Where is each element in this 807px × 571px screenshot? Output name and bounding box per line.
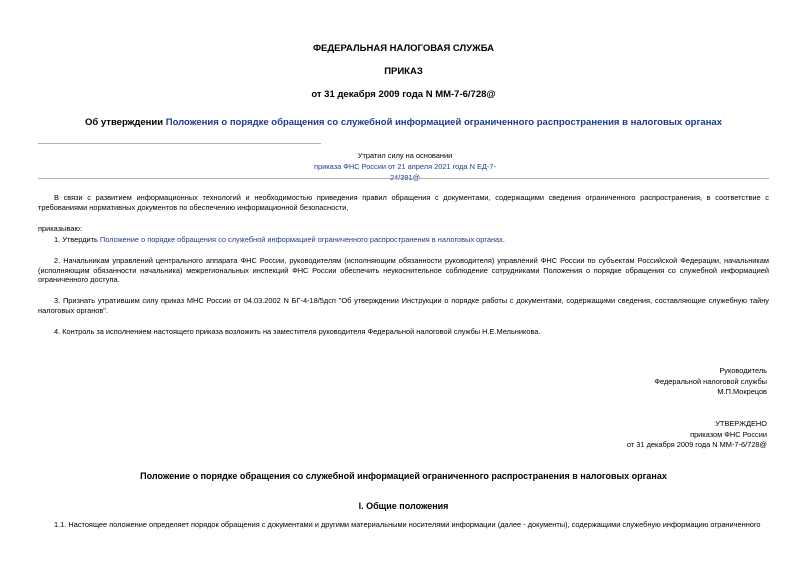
item-1-link[interactable]: Положение о порядке обращения со служебной информацией ограниченного распространения в налоговых органах (99, 235, 503, 244)
signature-title: Руководитель (719, 366, 767, 375)
repeal-note-link[interactable]: приказа ФНС России от 21 апреля 2021 года N ЕД-7-24/391@ (314, 162, 496, 182)
separator-full (38, 178, 769, 179)
approval-date-number: от 31 декабря 2009 года N ММ-7-6/728@ (626, 440, 767, 449)
item-3: 3. Признать утратившим силу приказ МНС России от 04.03.2002 N БГ-4-18/5дсп "Об утверждении Инструкции о порядке работы с документами, содержащими сведения, составляющие служебную тайну налоговых органов". (38, 296, 769, 315)
order-word: приказываю: (38, 224, 82, 233)
item-2: 2. Начальникам управлений центрального аппарата ФНС России, руководителям (исполняющим обязанности руководителя) управлений ФНС России по субъектам Российской Федерации, начальникам (исполняющим обязанности начальника) межрегиональных инспекций ФНС России обеспечить неукоснительное соблюдение сотрудниками Положения о порядке обращения со служебной информацией ограниченного доступа. (38, 256, 769, 285)
order-date-number: от 31 декабря 2009 года N ММ-7-6/728@ (311, 89, 496, 100)
item-1-prefix: 1. Утвердить (54, 235, 100, 244)
signature-name: М.П.Мокрецов (717, 387, 767, 396)
item-1 (38, 235, 769, 245)
separator-short (38, 143, 321, 144)
signature-block (654, 366, 767, 398)
order-title-link[interactable]: Положения о порядке обращения со служебной информацией ограниченного распространения в налоговых органах (165, 117, 722, 128)
approval-label: УТВЕРЖДЕНО (715, 419, 767, 428)
order-title (0, 117, 807, 128)
item-1-suffix: . (502, 235, 505, 244)
approval-block (627, 419, 767, 451)
intro-paragraph: В связи с развитием информационных технологий и необходимостью приведения правил обращения с документами, содержащими сведения ограниченного распространения, в соответствие с требованиями нормативных документов по обеспечению информационной безопасности, (38, 193, 769, 212)
section-heading: I. Общие положения (358, 501, 449, 511)
appendix-title: Положение о порядке обращения со служебной информацией ограниченного распространения в налоговых органах (140, 471, 667, 481)
order-title-prefix: Об утверждении (85, 117, 166, 128)
doc-type: ПРИКАЗ (384, 66, 423, 77)
approval-by: приказом ФНС России (690, 429, 767, 439)
paragraph-1-1: 1.1. Настоящее положение определяет порядок обращения с документами и другими материальными носителями информации (далее - документы), содержащими служебную информацию ограниченного (54, 520, 761, 529)
agency-name: ФЕДЕРАЛЬНАЯ НАЛОГОВАЯ СЛУЖБА (312, 43, 495, 54)
item-4: 4. Контроль за исполнением настоящего приказа возложить на заместителя руководителя Федеральной налоговой службы Н.Е.Мельникова. (54, 327, 541, 336)
repeal-note-text: Утратил силу на основании (357, 151, 453, 160)
signature-agency: Федеральной налоговой службы (654, 376, 767, 386)
